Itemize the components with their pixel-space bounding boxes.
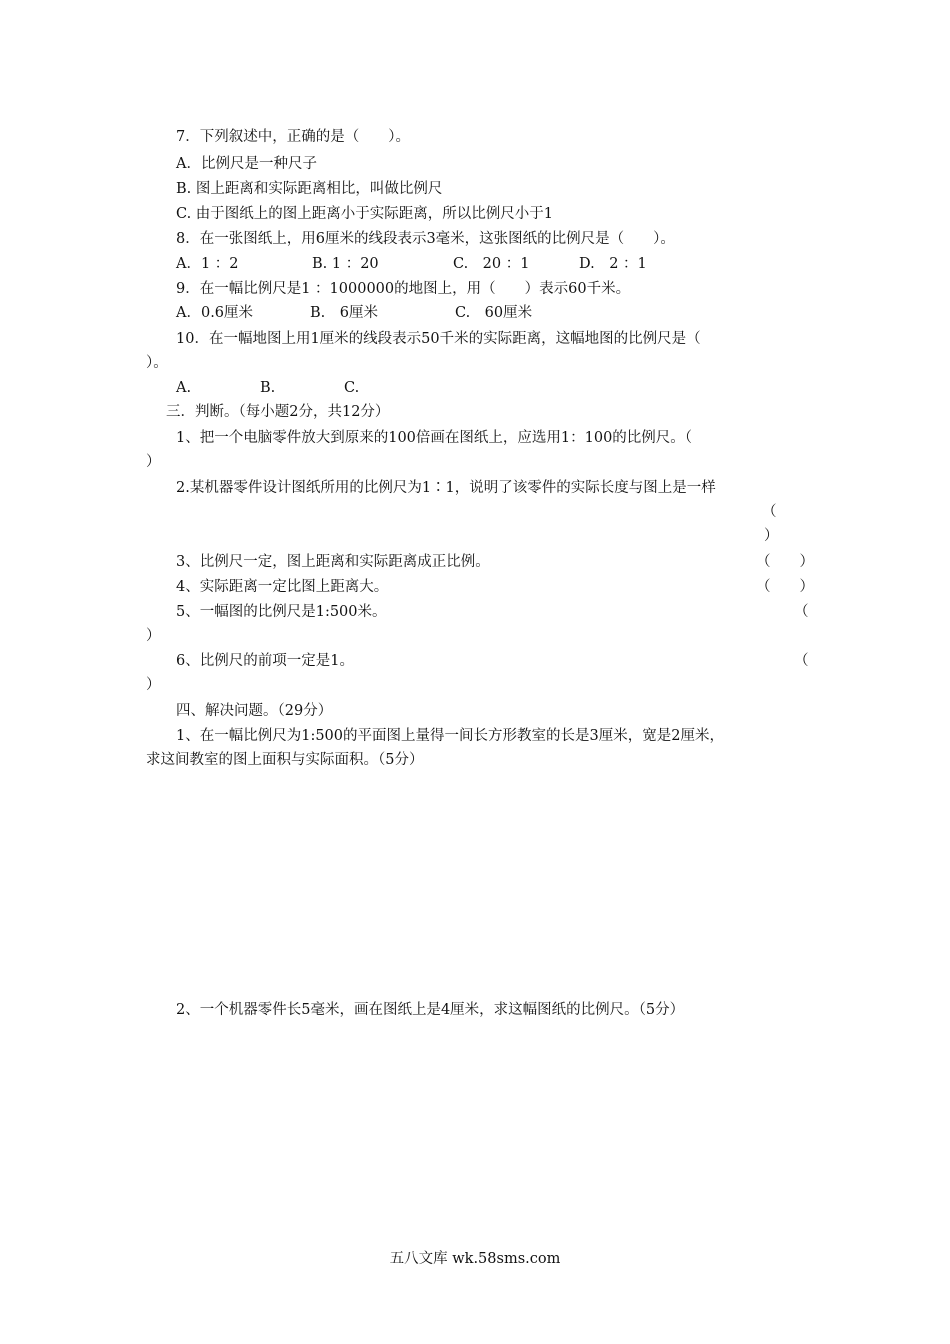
judge-item-1: 1、把一个电脑零件放大到原来的100倍画在图纸上，应选用1：100的比例尺。（ — [176, 430, 693, 446]
question-10-stem-line1: 10．在一幅地图上用1厘米的线段表示50千米的实际距离，这幅地图的比例尺是（ — [176, 331, 701, 347]
question-7-option-c: C. 由于图纸上的图上距离小于实际距离，所以比例尺小于1 — [176, 206, 554, 222]
question-8-stem: 8．在一张图纸上，用6厘米的线段表示3毫米，这张图纸的比例尺是（ ）。 — [176, 231, 675, 247]
judge-item-6-bracket-close: ） — [146, 677, 161, 693]
judge-item-4: 4、实际距离一定比图上距离大。 — [176, 579, 389, 595]
section-4-title: 四、解决问题。（29分） — [176, 703, 333, 719]
problem-2-line1: 2、一个机器零件长5毫米，画在图纸上是4厘米，求这幅图纸的比例尺。（5分） — [176, 1002, 685, 1018]
judge-item-4-bracket: （ ） — [756, 579, 814, 595]
question-10-option-b: B. — [260, 380, 276, 396]
judge-item-5: 5、一幅图的比例尺是1:500米。 — [176, 604, 387, 620]
problem-1-line1: 1、在一幅比例尺为1:500的平面图上量得一间长方形教室的长是3厘米，宽是2厘米， — [176, 728, 724, 744]
question-8-option-d: D. 2 ：1 — [579, 256, 647, 272]
judge-item-1-bracket-close: ） — [146, 454, 161, 470]
judge-item-6-bracket-open: （ — [794, 653, 809, 669]
judge-item-6: 6、比例尺的前项一定是1。 — [176, 653, 354, 669]
footer-watermark: 五八文库 wk.58sms.com — [389, 1251, 561, 1267]
question-9-stem: 9．在一幅比例尺是1 ：1000000的地图上，用（ ）表示60千米。 — [176, 281, 631, 297]
question-9-option-c: C. 60厘米 — [455, 305, 533, 321]
judge-item-5-bracket-open: （ — [794, 604, 809, 620]
problem-1-line2: 求这间教室的图上面积与实际面积。（5分） — [146, 752, 424, 768]
question-7-option-a: A．比例尺是一种尺子 — [176, 156, 317, 172]
judge-item-2-bracket-close: ） — [764, 528, 779, 544]
judge-item-3: 3、比例尺一定，图上距离和实际距离成正比例。 — [176, 554, 490, 570]
question-10-option-c: C. — [344, 380, 360, 396]
judge-item-2-bracket-open: （ — [762, 504, 777, 520]
judge-item-5-bracket-close: ） — [146, 628, 161, 644]
question-9-option-b: B. 6厘米 — [310, 305, 378, 321]
question-10-stem-line2: ）。 — [146, 355, 168, 371]
question-8-option-c: C. 20 ：1 — [453, 256, 530, 272]
question-10-option-a: A. — [176, 380, 192, 396]
judge-item-3-bracket: （ ） — [756, 554, 814, 570]
question-8-option-a: A．1 ：2 — [176, 256, 239, 272]
section-3-title: 三．判断。（每小题2分，共12分） — [166, 404, 390, 420]
question-9-option-a: A．0.6厘米 — [176, 305, 254, 321]
question-7-option-b: B. 图上距离和实际距离相比，叫做比例尺 — [176, 181, 443, 197]
question-8-option-b: B. 1 ：20 — [312, 256, 379, 272]
question-7-stem: 7．下列叙述中，正确的是（ ）。 — [176, 129, 410, 145]
judge-item-2: 2.某机器零件设计图纸所用的比例尺为1∶1，说明了该零件的实际长度与图上是一样 — [176, 480, 716, 496]
